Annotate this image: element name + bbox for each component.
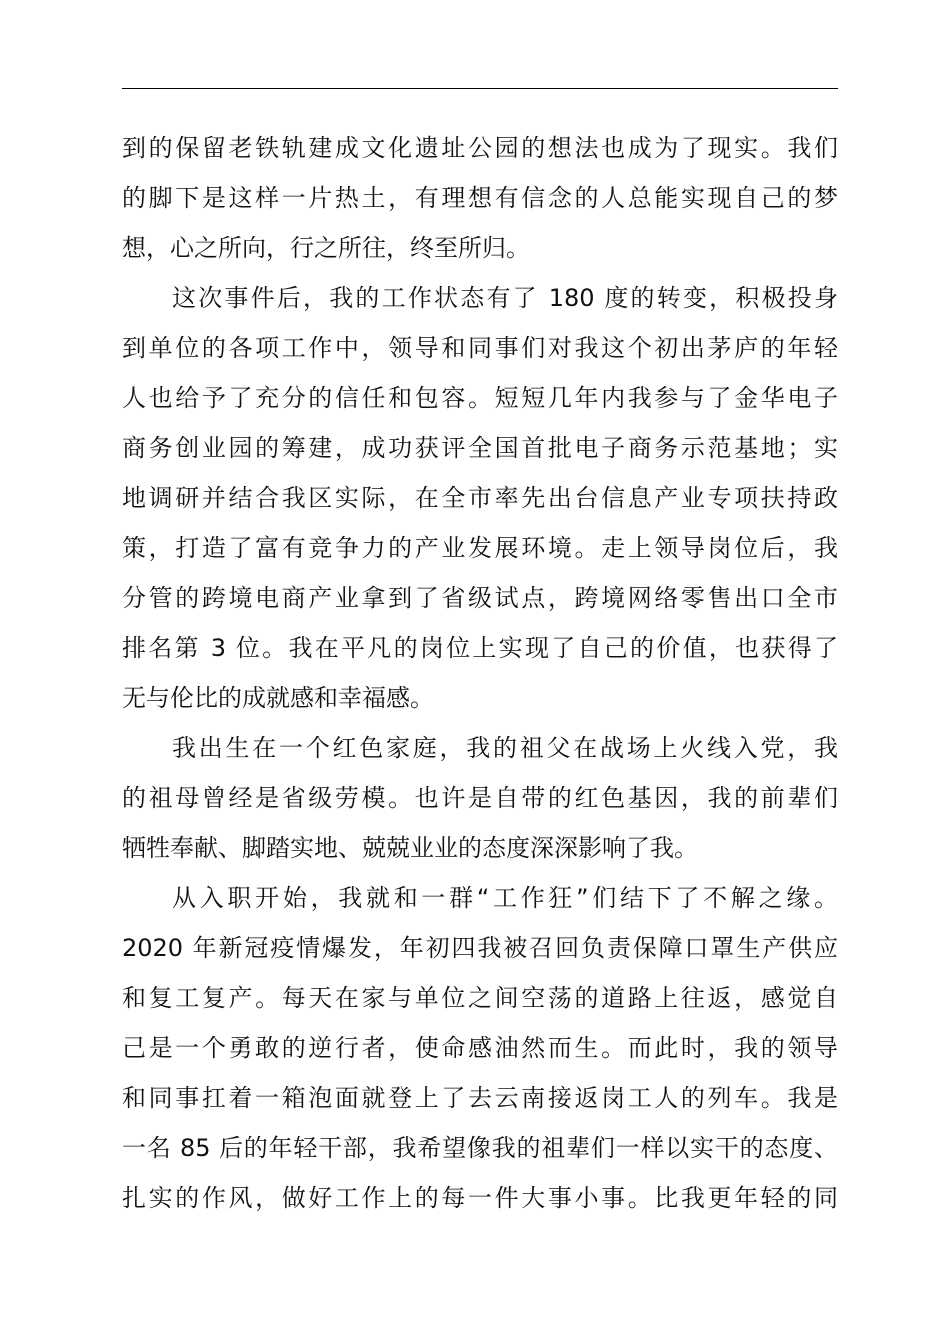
text-line: 的脚下是这样一片热土，有理想有信念的人总能实现自己的梦: [122, 184, 838, 212]
text-line: 从入职开始，我就和一群“工作狂”们结下了不解之缘。: [172, 884, 838, 912]
text-line: 到单位的各项工作中，领导和同事们对我这个初出茅庐的年轻: [122, 334, 838, 362]
text-line: 2020 年新冠疫情爆发，年初四我被召回负责保障口罩生产供应: [122, 934, 838, 962]
text-line: 排名第 3 位。我在平凡的岗位上实现了自己的价值，也获得了: [122, 634, 838, 662]
document-body: [122, 123, 838, 1223]
text-line: 我出生在一个红色家庭，我的祖父在战场上火线入党，我: [172, 734, 838, 762]
text-line: 和复工复产。每天在家与单位之间空荡的道路上往返，感觉自: [122, 984, 838, 1012]
paragraph-1: [122, 123, 838, 273]
text-line: 一名 85 后的年轻干部，我希望像我的祖辈们一样以实干的态度、: [122, 1134, 838, 1162]
paragraph-3: [122, 723, 838, 873]
text-line: 的祖母曾经是省级劳模。也许是自带的红色基因，我的前辈们: [122, 784, 838, 812]
text-line: 策，打造了富有竞争力的产业发展环境。走上领导岗位后，我: [122, 534, 838, 562]
paragraph-4: [122, 873, 838, 1223]
text-line: 人也给予了充分的信任和包容。短短几年内我参与了金华电子: [122, 384, 838, 412]
paragraph-2: [122, 273, 838, 723]
text-line: 无与伦比的成就感和幸福感。: [122, 684, 434, 712]
text-line: 牺牲奉献、脚踏实地、兢兢业业的态度深深影响了我。: [122, 834, 698, 862]
text-line: 到的保留老铁轨建成文化遗址公园的想法也成为了现实。我们: [122, 134, 838, 162]
header-rule: [122, 88, 838, 89]
text-line: 商务创业园的筹建，成功获评全国首批电子商务示范基地；实: [122, 434, 838, 462]
text-line: 想，心之所向，行之所往，终至所归。: [122, 234, 530, 262]
text-line: 己是一个勇敢的逆行者，使命感油然而生。而此时，我的领导: [122, 1034, 838, 1062]
text-line: 和同事扛着一箱泡面就登上了去云南接返岗工人的列车。我是: [122, 1084, 838, 1112]
text-line: 分管的跨境电商产业拿到了省级试点，跨境网络零售出口全市: [122, 584, 838, 612]
text-line: 这次事件后，我的工作状态有了 180 度的转变，积极投身: [172, 284, 838, 312]
text-line: 地调研并结合我区实际，在全市率先出台信息产业专项扶持政: [122, 484, 838, 512]
text-line: 扎实的作风，做好工作上的每一件大事小事。比我更年轻的同: [122, 1184, 838, 1212]
